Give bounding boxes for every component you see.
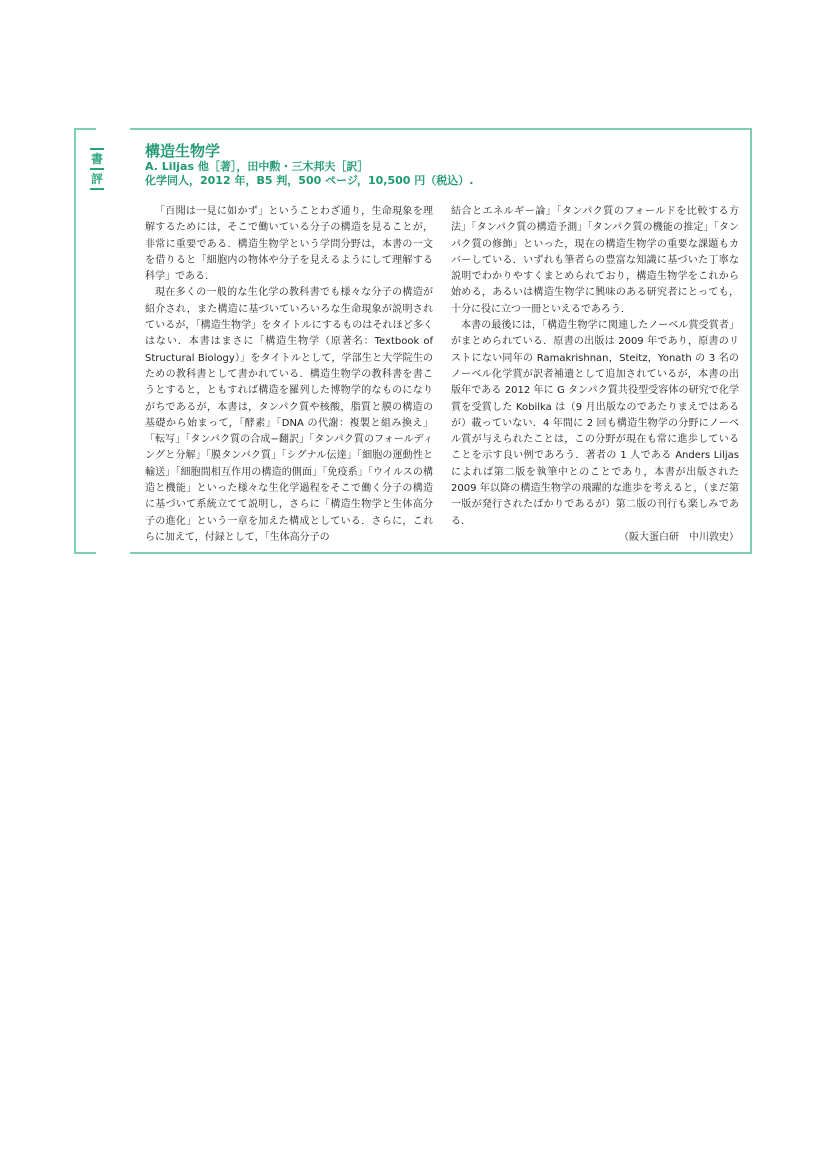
book-header	[145, 142, 745, 188]
review-paragraph-2: 現在多くの一般的な生化学の教科書でも様々な分子の構造が紹介され，また構造に基づいていろいろな生命現象が説明されているが，「構造生物学」をタイトルにするものはそれほど多くはない．本書はまさに「構造生物学（原著名：Textbook of Structural Biology）」をタイトルとして，学部生と大学院生のための教科書として書かれている．構造生物学の教科書を書こうとすると，ともすれば構造を羅列した博物学的なものになりがちであるが，本書は，タンパク質や核酸，脂質と膜の構造の基礎から始まって，「酵素」「DNA の代謝：複製と組み換え」「転写」「タンパク質の合成−翻訳」「タンパク質のフォールディングと分解」「膜タンパク質」「シグナル伝達」「細胞の運動性と輸送」「細胞間相互作用の構造的側面」「免疫系」「ウイルスの構造と機能」といった様々な生化学過程をそこで働く分子の構造に基づいて系統立てて説明し，さらに「構造生物学と生体高分子の進化」という一章を加えた構成としている．さらに，これらに加えて，付録として，「生体高分子の	[145, 287, 433, 543]
review-paragraph-3: 本書の最後には，「構造生物学に関連したノーベル賞受賞者」がまとめられている．原書の出版は 2009 年であり，原書のリストにない同年の Ramakrishnan，Steitz，Yonath の 3 名のノーベル化学賞が訳者補遺として追加されているが，本書の出版年である 2012 年に G タンパク質共役型受容体の研究で化学賞を受賞した Kobilka は（9 月出版なのであたりまえではあるが）載っていない．4 年間に 2 回も構造生物学の分野にノーベル賞が与えられたことは，この分野が現在も常に進歩していることを示す良い例であろう．著者の 1 人である Anders Liljas によれば第二版を執筆中とのことであり，本書が出版された 2009 年以降の構造生物学の飛躍的な進歩を考えると，（まだ第一版が発行されたばかりであるが）第二版の刊行も楽しみである．	[451, 320, 739, 527]
frame-gap-bottom	[96, 550, 130, 558]
label-rule	[90, 188, 104, 190]
section-label-char-2: 評	[90, 172, 103, 186]
review-column-left	[145, 204, 433, 546]
review-paragraph-1: 「百聞は一見に如かず」ということわざ通り，生命現象を理解するためには，そこで働いている分子の構造を見ることが，非常に重要である．構造生物学という学問分野は，本書の一文を借りると「細胞内の物体や分子を見えるようにして理解する科学」である．	[145, 206, 433, 283]
review-paragraph-2-continued: 結合とエネルギー論」「タンパク質のフォールドを比較する方法」「タンパク質の構造予測」「タンパク質の機能の推定」「タンパク質の修飾」といった，現在の構造生物学の重要な課題もカバーしている．いずれも筆者らの豊富な知識に基づいた丁寧な説明でわかりやすくまとめられており，構造生物学をこれから始める，あるいは構造生物学に興味のある研究者にとっても，十分に役に立つ一冊といえるであろう．	[451, 206, 739, 315]
book-publication: 化学同人，2012 年，B5 判，500 ページ，10,500 円（税込）.	[145, 174, 474, 187]
section-label-char-1: 書	[90, 152, 103, 166]
frame-gap-top	[96, 124, 130, 132]
review-column-right	[451, 204, 739, 546]
book-title: 構造生物学	[145, 142, 221, 160]
reviewer-signature: （阪大蛋白研 中川敦史）	[619, 531, 739, 543]
book-authors: A. Liljas 他［著］，田中勲・三木邦夫［訳］	[145, 160, 369, 173]
section-label	[90, 148, 104, 190]
